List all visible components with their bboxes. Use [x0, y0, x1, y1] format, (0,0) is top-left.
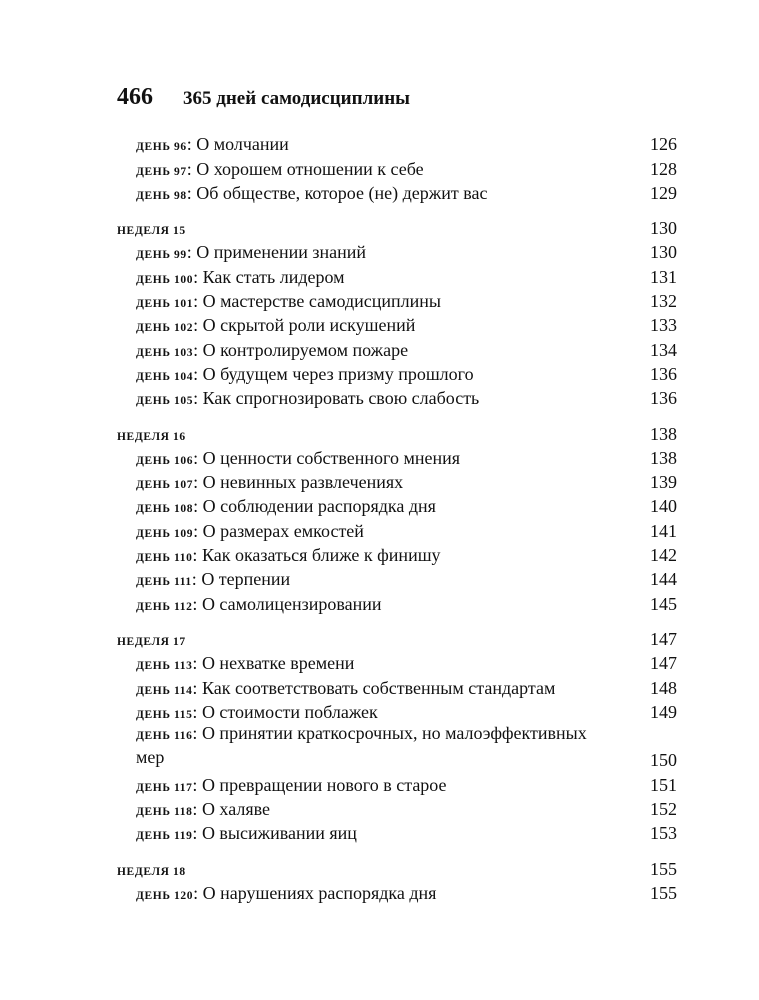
toc-entry	[117, 699, 677, 723]
page-ref: 131	[650, 266, 677, 287]
entry-title: О соблюдении распорядка дня	[202, 496, 436, 517]
colon-separator: :	[186, 134, 197, 155]
colon-separator: :	[193, 388, 203, 409]
colon-separator: :	[193, 363, 203, 384]
page-ref: 151	[650, 774, 677, 795]
toc-entry	[117, 288, 677, 312]
page-ref: 147	[650, 628, 677, 649]
toc-entry	[117, 517, 677, 541]
toc-entry	[117, 361, 677, 385]
running-title: 365 дней самодисциплины	[183, 88, 410, 109]
day-label: ДЕНЬ 112	[136, 600, 193, 613]
day-label: ДЕНЬ 119	[136, 830, 193, 843]
toc-week-heading	[117, 420, 677, 444]
entry-title: Как оказаться ближе к финишу	[201, 545, 441, 566]
toc-entry	[117, 493, 677, 517]
page-ref: 126	[650, 134, 677, 155]
entry-title: О применении знаний	[196, 242, 367, 263]
page-ref: 136	[650, 388, 677, 409]
colon-separator: :	[192, 545, 202, 566]
entry-title: О стоимости поблажек	[201, 701, 378, 722]
toc-week-heading	[117, 626, 677, 650]
page-ref: 138	[650, 423, 677, 444]
day-label: ДЕНЬ 96	[136, 141, 187, 154]
page-ref: 148	[650, 677, 677, 698]
page-ref: 155	[650, 882, 677, 903]
day-label: ДЕНЬ 111	[136, 576, 192, 589]
entry-title: О молчании	[196, 134, 289, 155]
entry-title: Как стать лидером	[202, 266, 345, 287]
page-ref: 139	[650, 472, 677, 493]
colon-separator: :	[193, 520, 203, 541]
week-label: НЕДЕЛЯ 18	[117, 865, 186, 878]
toc-entry	[117, 180, 677, 204]
toc-entry	[117, 771, 677, 795]
entry-title-continued: мер	[136, 747, 165, 768]
day-label: ДЕНЬ 102	[136, 322, 194, 335]
page-ref: 134	[650, 339, 677, 360]
page-ref: 133	[650, 315, 677, 336]
toc-entry	[117, 385, 677, 409]
page-ref: 152	[650, 799, 677, 820]
colon-separator: :	[193, 266, 203, 287]
page-ref: 136	[650, 363, 677, 384]
day-label: ДЕНЬ 101	[136, 298, 194, 311]
toc-entry	[117, 674, 677, 698]
entry-title: О контролируемом пожаре	[202, 339, 409, 360]
colon-separator: :	[193, 291, 203, 312]
toc-entry	[117, 820, 677, 844]
page-ref: 128	[650, 158, 677, 179]
day-label: ДЕНЬ 98	[136, 189, 187, 202]
entry-title: О скрытой роли искушений	[202, 315, 416, 336]
day-label: ДЕНЬ 99	[136, 249, 187, 262]
page-ref: 149	[650, 701, 677, 722]
day-label: ДЕНЬ 116	[136, 729, 193, 742]
day-label: ДЕНЬ 106	[136, 454, 194, 467]
entry-title: О размерах емкостей	[202, 520, 364, 541]
table-of-contents	[117, 131, 677, 904]
toc-entry	[117, 312, 677, 336]
toc-week-heading	[117, 855, 677, 879]
day-label: ДЕНЬ 118	[136, 806, 193, 819]
entry-title: О будущем через призму прошлого	[202, 363, 474, 384]
entry-title: О нарушениях распорядка дня	[202, 882, 437, 903]
colon-separator: :	[193, 339, 203, 360]
colon-separator: :	[186, 242, 197, 263]
colon-separator: :	[193, 496, 203, 517]
toc-entry	[117, 566, 677, 590]
entry-title: О принятии краткосрочных, но малоэффективных	[201, 722, 587, 743]
toc-entry	[117, 131, 677, 155]
colon-separator: :	[193, 447, 203, 468]
colon-separator: :	[192, 677, 202, 698]
day-label: ДЕНЬ 120	[136, 889, 194, 902]
page-ref: 140	[650, 496, 677, 517]
day-label: ДЕНЬ 105	[136, 395, 194, 408]
week-label: НЕДЕЛЯ 17	[117, 635, 186, 648]
colon-separator: :	[186, 158, 197, 179]
entry-title: О халяве	[201, 799, 270, 820]
toc-entry	[117, 650, 677, 674]
colon-separator: :	[193, 315, 203, 336]
entry-title: Как спрогнозировать свою слабость	[202, 388, 480, 409]
colon-separator: :	[193, 472, 203, 493]
page-ref: 129	[650, 182, 677, 203]
day-label: ДЕНЬ 115	[136, 708, 193, 721]
page-ref: 153	[650, 823, 677, 844]
toc-entry	[117, 445, 677, 469]
colon-separator: :	[192, 593, 202, 614]
day-label: ДЕНЬ 107	[136, 479, 194, 492]
page-ref: 144	[650, 569, 677, 590]
toc-week-heading	[117, 215, 677, 239]
toc-entry	[117, 590, 677, 614]
entry-title: О превращении нового в старое	[201, 774, 447, 795]
colon-separator: :	[192, 799, 202, 820]
colon-separator: :	[192, 701, 202, 722]
day-label: ДЕНЬ 103	[136, 346, 194, 359]
day-label: ДЕНЬ 109	[136, 527, 194, 540]
entry-title: Об обществе, которое (не) держит вас	[196, 182, 488, 203]
toc-entry	[117, 239, 677, 263]
toc-entry	[117, 155, 677, 179]
colon-separator: :	[192, 823, 202, 844]
day-label: ДЕНЬ 108	[136, 503, 194, 516]
colon-separator: :	[186, 182, 197, 203]
toc-entry	[117, 542, 677, 566]
entry-title: О невинных развлечениях	[202, 472, 404, 493]
page-ref: 147	[650, 653, 677, 674]
entry-title: О хорошем отношении к себе	[196, 158, 424, 179]
day-label: ДЕНЬ 117	[136, 781, 193, 794]
page-ref: 130	[650, 242, 677, 263]
entry-title: О терпении	[201, 569, 291, 590]
page-ref: 138	[650, 447, 677, 468]
running-header	[117, 84, 410, 111]
page-ref: 141	[650, 520, 677, 541]
entry-title: О мастерстве самодисциплины	[202, 291, 442, 312]
page-number: 466	[117, 84, 153, 110]
week-label: НЕДЕЛЯ 15	[117, 225, 186, 238]
colon-separator: :	[192, 774, 202, 795]
toc-entry	[117, 723, 677, 772]
page-ref: 150	[650, 750, 677, 771]
colon-separator: :	[192, 653, 202, 674]
colon-separator: :	[192, 722, 202, 743]
entry-title: О высиживании яиц	[201, 823, 357, 844]
day-label: ДЕНЬ 114	[136, 684, 193, 697]
colon-separator: :	[191, 569, 202, 590]
toc-entry	[117, 336, 677, 360]
entry-title: О нехватке времени	[201, 653, 355, 674]
toc-entry	[117, 880, 677, 904]
day-label: ДЕНЬ 104	[136, 370, 194, 383]
page-ref: 130	[650, 218, 677, 239]
page-ref: 142	[650, 545, 677, 566]
week-label: НЕДЕЛЯ 16	[117, 430, 186, 443]
day-label: ДЕНЬ 113	[136, 660, 193, 673]
entry-title: О ценности собственного мнения	[202, 447, 461, 468]
page-ref: 155	[650, 858, 677, 879]
entry-title: О самолицензировании	[201, 593, 382, 614]
colon-separator: :	[193, 882, 203, 903]
toc-entry	[117, 263, 677, 287]
day-label: ДЕНЬ 110	[136, 552, 193, 565]
entry-title: Как соответствовать собственным стандартам	[201, 677, 556, 698]
toc-entry	[117, 796, 677, 820]
day-label: ДЕНЬ 100	[136, 273, 194, 286]
page-ref: 145	[650, 593, 677, 614]
page-ref: 132	[650, 291, 677, 312]
day-label: ДЕНЬ 97	[136, 165, 187, 178]
toc-entry	[117, 469, 677, 493]
